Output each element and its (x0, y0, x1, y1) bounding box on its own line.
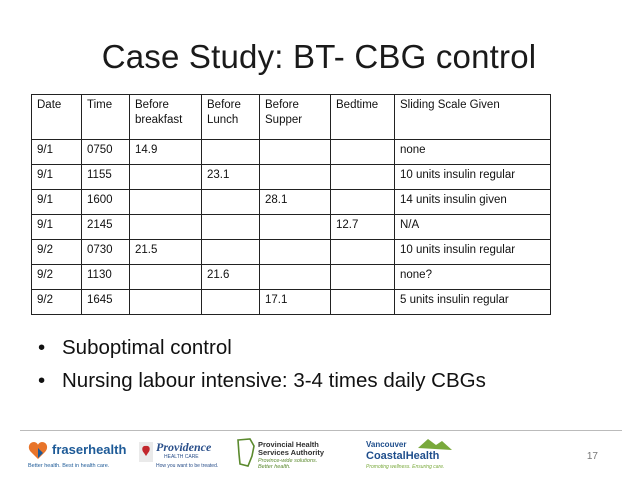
table-cell (130, 215, 202, 240)
fraser-health-logo (26, 436, 126, 472)
column-header: Bedtime (331, 95, 395, 140)
providence-name: Providence (156, 440, 212, 454)
fraser-name: fraserhealth (52, 442, 126, 457)
table-cell (130, 265, 202, 290)
fraser-heart-icon (29, 442, 47, 459)
column-header: Date (32, 95, 82, 140)
table-cell: none? (395, 265, 551, 290)
table-row (32, 265, 551, 290)
table-cell: 10 units insulin regular (395, 165, 551, 190)
providence-tagline: How you want to be treated. (156, 463, 219, 469)
table-cell: 10 units insulin regular (395, 240, 551, 265)
bullet-dot-icon: • (38, 369, 46, 392)
table-cell: 21.6 (202, 265, 260, 290)
table-cell: 14 units insulin given (395, 190, 551, 215)
phsa-line1: Provincial Health (258, 440, 319, 449)
table-cell (202, 290, 260, 315)
table-cell (260, 165, 331, 190)
bullet-item (38, 369, 486, 393)
vch-logo (356, 436, 456, 472)
vch-line2: CoastalHealth (366, 450, 440, 462)
table-cell: 0750 (82, 140, 130, 165)
table-cell (331, 240, 395, 265)
table-cell (260, 265, 331, 290)
table-cell (202, 140, 260, 165)
table-cell (202, 240, 260, 265)
table-cell: 9/1 (32, 190, 82, 215)
table-row (32, 290, 551, 315)
phsa-tagline1: Province-wide solutions. (258, 458, 318, 464)
phsa-line2: Services Authority (258, 448, 324, 457)
table-cell: 14.9 (130, 140, 202, 165)
column-header: Before Supper (260, 95, 331, 140)
table-cell: 9/1 (32, 215, 82, 240)
table-cell (331, 140, 395, 165)
table-row (32, 240, 551, 265)
table-cell (130, 190, 202, 215)
fraser-tagline: Better health. Best in health care. (28, 463, 110, 469)
column-header: Time (82, 95, 130, 140)
bullet-item (38, 336, 486, 360)
table-cell: 2145 (82, 215, 130, 240)
table-row (32, 165, 551, 190)
table-cell: 12.7 (331, 215, 395, 240)
phsa-tagline2: Better health. (258, 464, 291, 470)
vch-tagline: Promoting wellness. Ensuring care. (366, 464, 445, 470)
table-cell (202, 190, 260, 215)
phsa-province-icon (238, 439, 254, 466)
bullet-list (38, 336, 486, 402)
table-cell (130, 290, 202, 315)
table-cell: 9/2 (32, 290, 82, 315)
table-row (32, 190, 551, 215)
table-row (32, 140, 551, 165)
table-cell: 9/2 (32, 265, 82, 290)
vch-line1: Vancouver (366, 440, 407, 449)
table-cell (202, 215, 260, 240)
table-cell: none (395, 140, 551, 165)
table-cell (260, 215, 331, 240)
table-cell: 28.1 (260, 190, 331, 215)
page-number: 17 (586, 451, 598, 462)
column-header: Sliding Scale Given (395, 95, 551, 140)
table-cell: 17.1 (260, 290, 331, 315)
table-cell: N/A (395, 215, 551, 240)
table-header (32, 95, 551, 140)
providence-logo (138, 436, 226, 472)
providence-sub: HEALTH CARE (164, 454, 199, 460)
table-cell: 9/1 (32, 165, 82, 190)
table-body (32, 140, 551, 315)
table-cell (130, 165, 202, 190)
table-cell (331, 265, 395, 290)
table-cell: 21.5 (130, 240, 202, 265)
partner-logos (26, 436, 466, 472)
table-cell (331, 190, 395, 215)
table-cell (260, 140, 331, 165)
column-header: Before breakfast (130, 95, 202, 140)
footer-divider (20, 430, 622, 431)
bullet-text: Nursing labour intensive: 3-4 times daily CBGs (62, 369, 486, 392)
cbg-table (31, 94, 551, 315)
vch-mountain-icon (418, 439, 452, 450)
providence-heart-icon (139, 442, 153, 462)
table-cell: 1645 (82, 290, 130, 315)
table-cell: 0730 (82, 240, 130, 265)
table-cell: 5 units insulin regular (395, 290, 551, 315)
phsa-logo (236, 436, 341, 472)
slide-title: Case Study: BT- CBG control (101, 38, 537, 75)
column-header: Before Lunch (202, 95, 260, 140)
table-cell: 1155 (82, 165, 130, 190)
bullet-dot-icon: • (38, 336, 46, 359)
table-cell: 1600 (82, 190, 130, 215)
table-cell (331, 165, 395, 190)
table-cell: 9/2 (32, 240, 82, 265)
table-cell: 9/1 (32, 140, 82, 165)
table-cell (260, 240, 331, 265)
table-row (32, 215, 551, 240)
table-cell (331, 290, 395, 315)
table-cell: 1130 (82, 265, 130, 290)
table-cell: 23.1 (202, 165, 260, 190)
bullet-text: Suboptimal control (62, 336, 232, 359)
